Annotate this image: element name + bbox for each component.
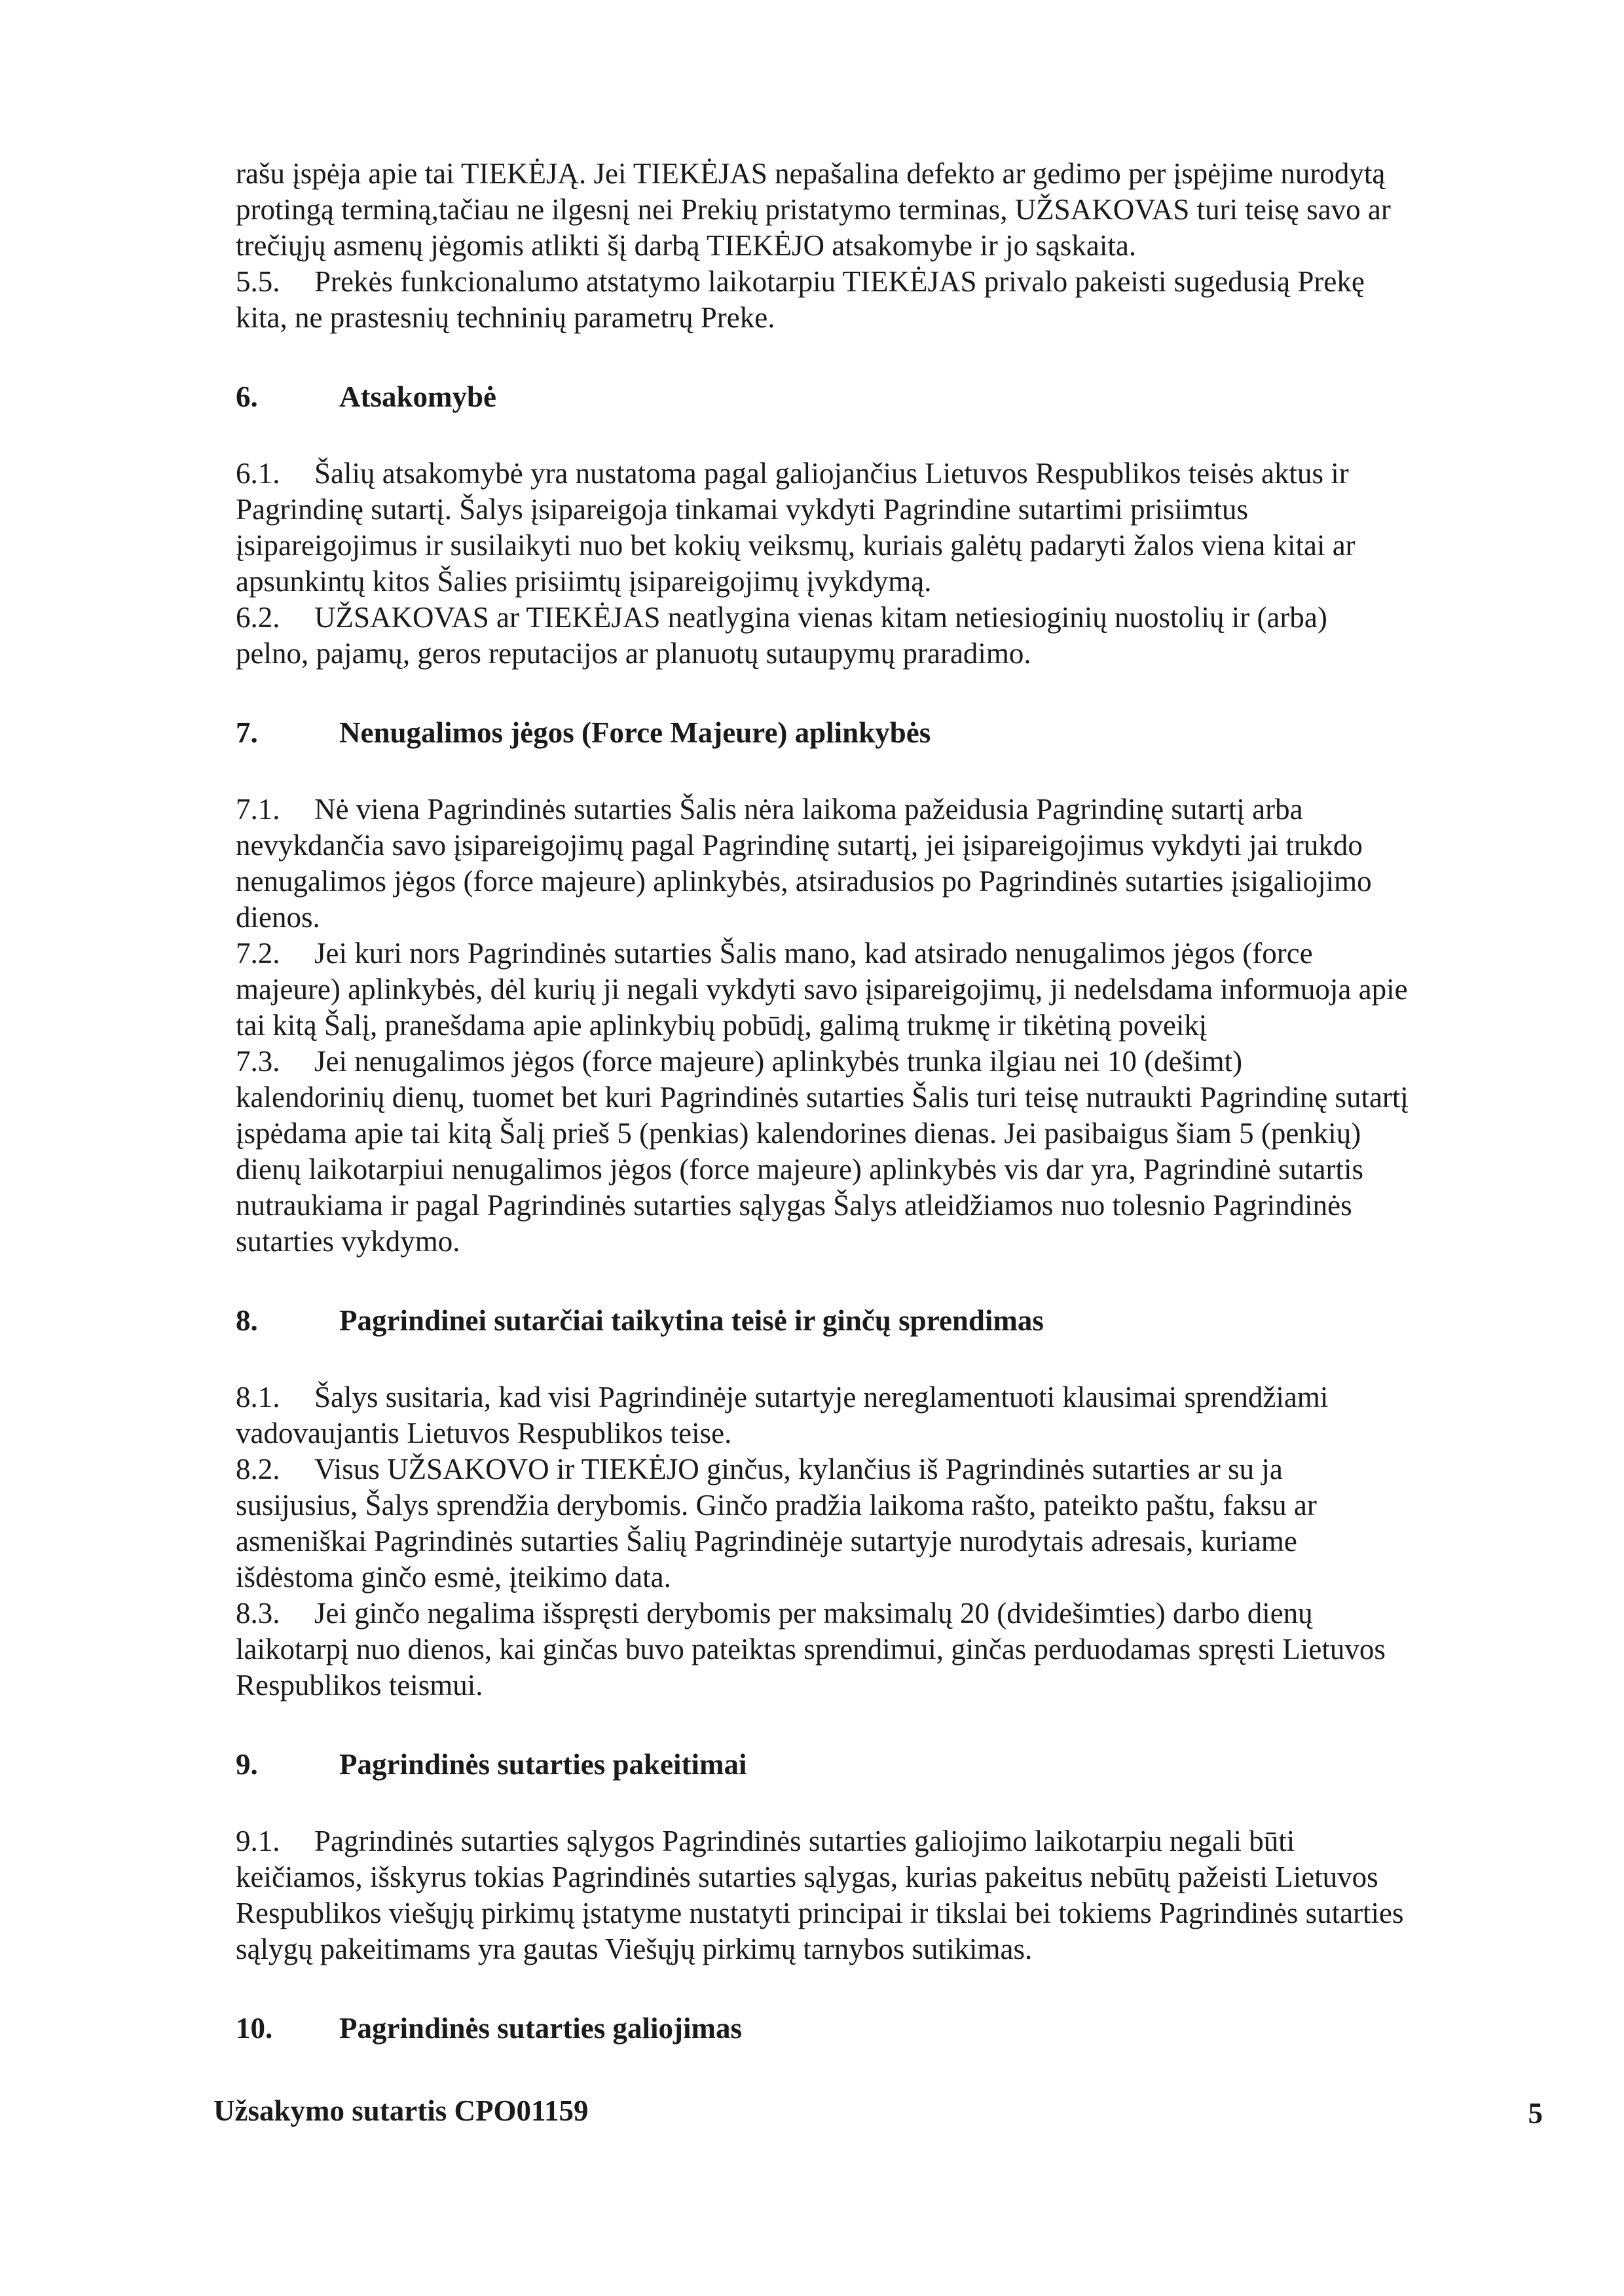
clause-text: išdėstoma ginčo esmė, įteikimo data. [236, 1561, 671, 1594]
text-line [236, 900, 1545, 936]
text-line [236, 264, 1545, 300]
text-line [236, 1487, 1545, 1523]
text-line [236, 936, 1545, 972]
clause-text: susijusius, Šalys sprendžia derybomis. Ginčo pradžia laikoma rašto, pateikto paštu, faksu ar [236, 1489, 1317, 1522]
clause-text: įspėdama apie tai kitą Šalį prieš 5 (penkias) kalendorines dienas. Jei pasibaigus šiam 5 (penkių) [236, 1117, 1361, 1150]
clause-text: nevykdančia savo įsipareigojimų pagal Pagrindinę sutartį, jei įsipareigojimus vykdyti jai trukdo [236, 829, 1363, 862]
section-heading [236, 2011, 1545, 2047]
clause-paragraph [236, 936, 1545, 1044]
section-heading [236, 1747, 1545, 1783]
text-line [236, 456, 1545, 492]
section-number: 6. [236, 380, 258, 413]
text-line [236, 1379, 1545, 1415]
section-heading [236, 1303, 1545, 1339]
clause-paragraph [236, 792, 1545, 936]
text-line [236, 828, 1545, 864]
text-line: rašu įspėja apie tai TIEKĖJĄ. Jei TIEKĖJAS nepašalina defekto ar gedimo per įspėjime nurodytą [236, 157, 1386, 190]
text-line: protingą terminą,tačiau ne ilgesnį nei Prekių pristatymo terminas, UŽSAKOVAS turi teisę savo ar [236, 193, 1391, 226]
clause-text: vadovaujantis Lietuvos Respublikos teise. [236, 1417, 732, 1449]
clause-text: tai kitą Šalį, pranešdama apie aplinkybių pobūdį, galimą trukmę ir tikėtiną poveikį [236, 1009, 1208, 1042]
section-title: Pagrindinei sutarčiai taikytina teisė ir ginčų sprendimas [339, 1304, 1044, 1337]
clause-text: laikotarpį nuo dienos, kai ginčas buvo pateiktas sprendimui, ginčas perduodamas spręsti Lietuvos [236, 1633, 1386, 1666]
section-number: 10. [236, 2012, 273, 2045]
clause-text: majeure) aplinkybės, dėl kurių ji negali vykdyti savo įsipareigojimų, ji nedelsdama informuoja apie [236, 973, 1408, 1006]
footer-title: Užsakymo sutartis CPO01159 [213, 2094, 589, 2127]
text-line [236, 1044, 1545, 1080]
text-line [236, 1823, 1545, 1859]
text-line [236, 1451, 1545, 1487]
clause-number: 8.2. [236, 1453, 280, 1485]
clause-paragraph [236, 1823, 1545, 1967]
clause-text: įsipareigojimus ir susilaikyti nuo bet kokių veiksmų, kuriais galėtų padaryti žalos viena kitai ar [236, 529, 1356, 562]
text-line [236, 564, 1545, 600]
text-line [236, 1008, 1545, 1044]
clause-text: dienų laikotarpiui nenugalimos jėgos (force majeure) aplinkybės vis dar yra, Pagrindinė sutartis [236, 1153, 1364, 1186]
clause-text: Šalių atsakomybė yra nustatoma pagal galiojančius Lietuvos Respublikos teisės aktus ir [314, 457, 1349, 490]
clause-text: Jei kuri nors Pagrindinės sutarties Šalis mano, kad atsirado nenugalimos jėgos (force [314, 937, 1313, 970]
clause-text: nutraukiama ir pagal Pagrindinės sutarties sąlygas Šalys atleidžiamos nuo tolesnio Pagrindinės [236, 1189, 1352, 1222]
section-heading [236, 379, 1545, 415]
page-footer [213, 2094, 1543, 2128]
text-line [236, 300, 1545, 336]
text-line [236, 1559, 1545, 1595]
clause-number: 7.3. [236, 1045, 280, 1078]
text-line [236, 1859, 1545, 1895]
clause-text: Prekės funkcionalumo atstatymo laikotarpiu TIEKĖJAS privalo pakeisti sugedusią Prekę [314, 265, 1365, 298]
section-title: Nenugalimos jėgos (Force Majeure) aplinkybės [339, 716, 931, 749]
text-line [236, 1224, 1545, 1260]
text-line [236, 1152, 1545, 1188]
text-line [236, 1188, 1545, 1224]
clause-number: 7.2. [236, 937, 280, 970]
clause-number: 7.1. [236, 793, 280, 826]
text-line [236, 792, 1545, 828]
clause-text: Pagrindinės sutarties sąlygos Pagrindinės sutarties galiojimo laikotarpiu negali būti [314, 1825, 1295, 1857]
text-line [236, 1595, 1545, 1631]
text-line [236, 1895, 1545, 1931]
text-line [236, 1415, 1545, 1451]
section-title: Pagrindinės sutarties pakeitimai [339, 1748, 747, 1781]
clause-text: Šalys susitaria, kad visi Pagrindinėje sutartyje nereglamentuoti klausimai sprendžiami [314, 1381, 1329, 1413]
clause-paragraph [236, 264, 1545, 336]
section-number: 8. [236, 1304, 258, 1337]
clause-text: Pagrindinę sutartį. Šalys įsipareigoja tinkamai vykdyti Pagrindine sutartimi prisiimtus [236, 493, 1249, 526]
section-number: 9. [236, 1748, 258, 1781]
text-line [236, 600, 1545, 636]
clause-paragraph [236, 1451, 1545, 1595]
clause-text: keičiamos, išskyrus tokias Pagrindinės sutarties sąlygas, kurias pakeitus nebūtų pažeisti Lietuvos [236, 1861, 1378, 1893]
text-line [236, 1116, 1545, 1152]
clause-text: UŽSAKOVAS ar TIEKĖJAS neatlygina vienas kitam netiesioginių nuostolių ir (arba) [314, 601, 1327, 634]
section-title: Atsakomybė [339, 380, 497, 413]
clause-paragraph [236, 600, 1545, 672]
clause-number: 5.5. [236, 265, 280, 298]
clause-number: 8.1. [236, 1381, 280, 1413]
clause-paragraph [236, 1595, 1545, 1704]
clause-text: sutarties vykdymo. [236, 1225, 460, 1258]
clause-text: Jei ginčo negalima išspręsti derybomis per maksimalų 20 (dvidešimties) darbo dienų [314, 1597, 1313, 1630]
clause-text: kalendorinių dienų, tuomet bet kuri Pagrindinės sutarties Šalis turi teisę nutraukti Pagrindinę sutartį [236, 1081, 1409, 1114]
clause-text: Nė viena Pagrindinės sutarties Šalis nėra laikoma pažeidusia Pagrindinę sutartį arba [314, 793, 1303, 826]
clause-paragraph [236, 1044, 1545, 1260]
clause-number: 9.1. [236, 1825, 280, 1857]
clause-text: apsunkintų kitos Šalies prisiimtų įsipareigojimų įvykdymą. [236, 565, 932, 598]
clause-text: pelno, pajamų, geros reputacijos ar planuotų sutaupymų praradimo. [236, 637, 1031, 670]
clause-number: 6.1. [236, 457, 280, 490]
text-line [236, 972, 1545, 1008]
clause-text: Visus UŽSAKOVO ir TIEKĖJO ginčus, kylančius iš Pagrindinės sutarties ar su ja [314, 1453, 1283, 1485]
text-line [236, 1631, 1545, 1667]
section-title: Pagrindinės sutarties galiojimas [339, 2012, 742, 2045]
clause-text: dienos. [236, 901, 320, 934]
clause-text: nenugalimos jėgos (force majeure) aplinkybės, atsiradusios po Pagrindinės sutarties įsigaliojimo [236, 865, 1372, 898]
text-line [236, 864, 1545, 900]
clause-text: asmeniškai Pagrindinės sutarties Šalių Pagrindinėje sutartyje nurodytais adresais, kuriame [236, 1525, 1297, 1558]
clause-paragraph [236, 1379, 1545, 1451]
page-number: 5 [1528, 2097, 1543, 2130]
text-line [236, 1523, 1545, 1559]
section-number: 7. [236, 716, 258, 749]
clause-text: Jei nenugalimos jėgos (force majeure) aplinkybės trunka ilgiau nei 10 (dešimt) [314, 1045, 1243, 1078]
section-heading [236, 715, 1545, 751]
text-line [236, 492, 1545, 528]
clause-number: 8.3. [236, 1597, 280, 1630]
clause-paragraph [236, 456, 1545, 600]
text-line [236, 636, 1545, 672]
clause-text: Respublikos viešųjų pirkimų įstatyme nustatyti principai ir tikslai bei tokiems Pagrindinės sutarties [236, 1897, 1404, 1929]
clause-number: 6.2. [236, 601, 280, 634]
clause-text: sąlygų pakeitimams yra gautas Viešųjų pirkimų tarnybos sutikimas. [236, 1933, 1033, 1965]
clause-text: Respublikos teismui. [236, 1669, 483, 1702]
text-line: trečiųjų asmenų jėgomis atlikti šį darbą TIEKĖJO atsakomybe ir jo sąskaita. [236, 229, 1137, 262]
text-line [236, 1667, 1545, 1704]
clause-text: kita, ne prastesnių techninių parametrų Preke. [236, 301, 775, 334]
document-body [236, 156, 1545, 2087]
text-line [236, 1931, 1545, 1967]
text-line [236, 1080, 1545, 1116]
text-line [236, 528, 1545, 564]
